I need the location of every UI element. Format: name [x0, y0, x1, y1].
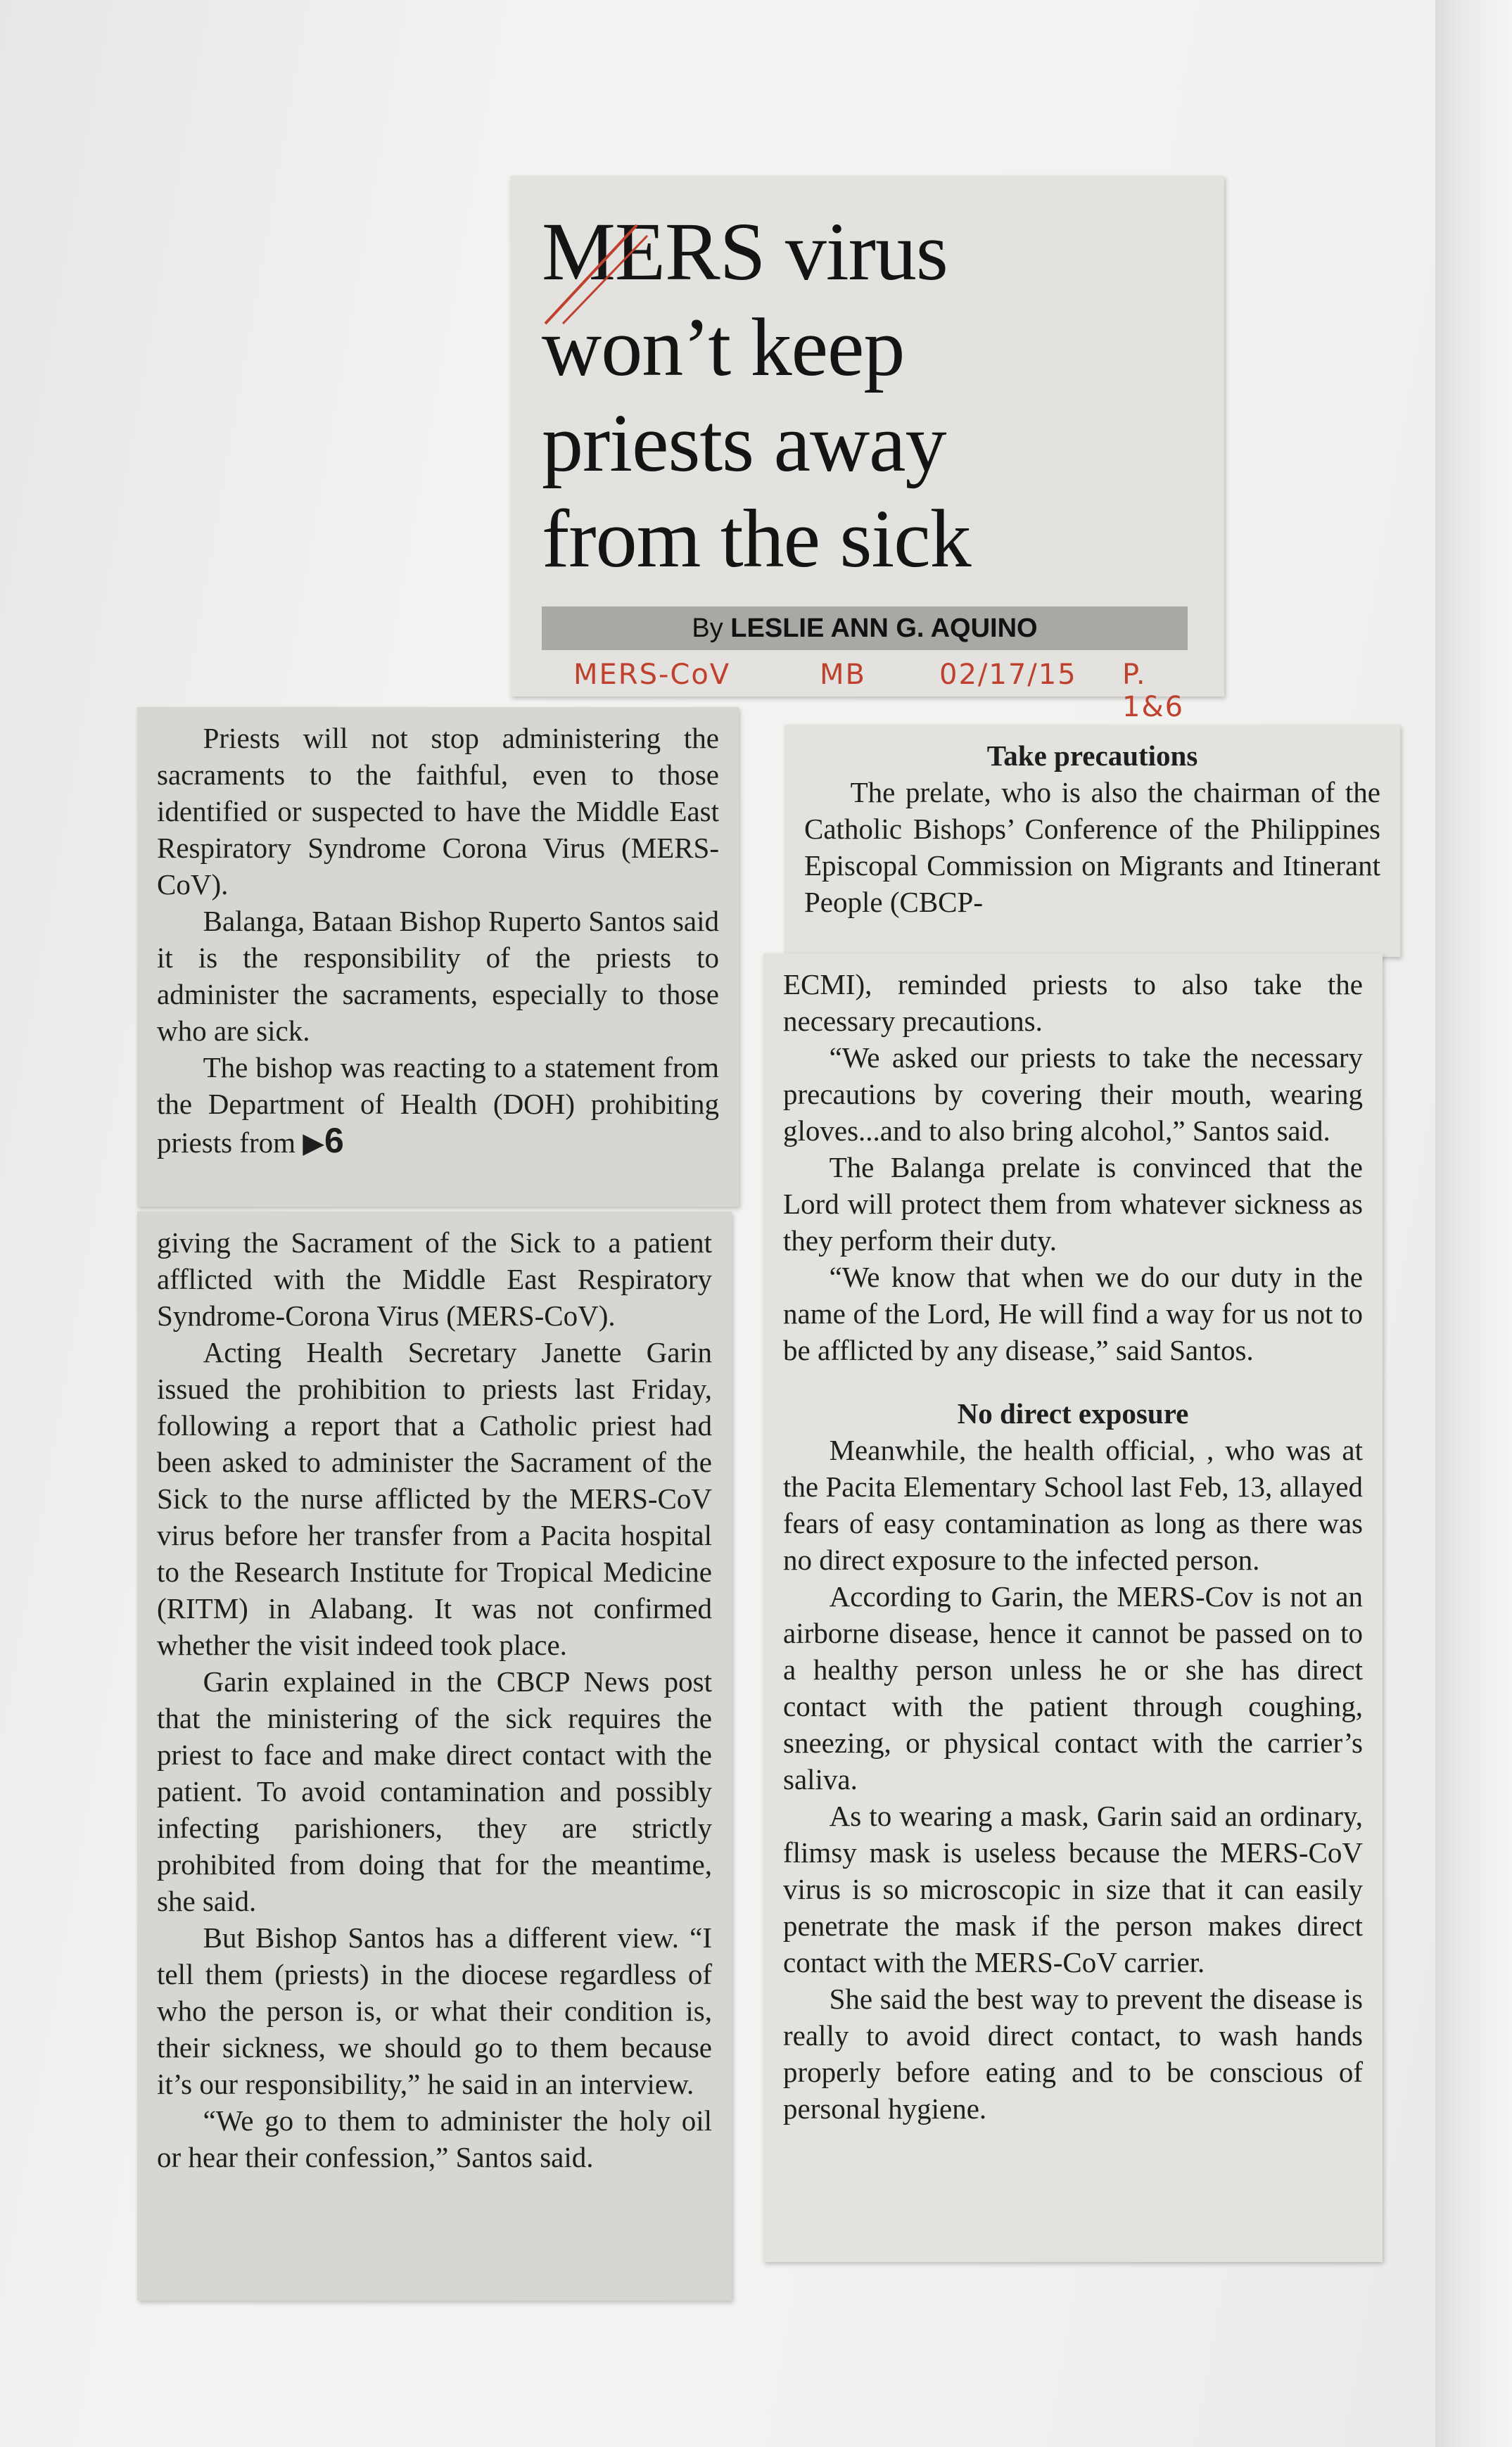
headline	[542, 204, 1196, 587]
paragraph: giving the Sacrament of the Sick to a patient afflicted with the Middle East Respiratory Syndrome-Corona Virus (MERS-CoV).	[157, 1226, 712, 1332]
paragraph: As to wearing a mask, Garin said an ordinary, flimsy mask is useless because the MERS-CoV virus is so microscopic in size that it can easily penetrate the mask if the person makes direct contact with the MERS-CoV carrier.	[783, 1800, 1363, 1978]
section-spacer	[783, 1368, 1363, 1395]
headline-line-1: MERS virus	[542, 205, 948, 298]
article-column-3	[784, 725, 1400, 957]
jump-page-number: 6	[324, 1121, 344, 1160]
paragraph: Balanga, Bataan Bishop Ruperto Santos said it is the responsibility of the priests to administer the sacraments, especially to those who are sick.	[157, 905, 719, 1047]
article-column-2	[137, 1212, 732, 2301]
clipping-precautions-column	[784, 725, 1400, 957]
jump-arrow-icon: ▶	[303, 1128, 325, 1159]
paragraph: Priests will not stop administering the sacraments to the faithful, even to those identified or suspected to have the Middle East Respiratory Syndrome Corona Virus (MERS-CoV).	[157, 722, 719, 901]
clipping-continuation-column	[137, 1212, 732, 2301]
byline-author: LESLIE ANN G. AQUINO	[730, 614, 1038, 643]
handwritten-annotation	[573, 653, 1207, 723]
handwritten-topic: MERS-CoV	[573, 659, 731, 691]
section-heading: Take precautions	[986, 739, 1198, 772]
paragraph: Garin explained in the CBCP News post that the ministering of the sick requires the priest to face and make direct contact with the patient. To avoid contamination and possibly infecting parishioners, they are strictly prohibited from doing that for the meantime, she said.	[157, 1665, 712, 1917]
clipping-front-page-column	[137, 707, 739, 1207]
byline	[542, 606, 1188, 650]
paragraph: “We know that when we do our duty in the name of the Lord, He will find a way for us not to be afflicted by any disease,” said Santos.	[783, 1261, 1363, 1366]
jump-to-page-indicator	[303, 1121, 344, 1160]
paragraph: Acting Health Secretary Janette Garin issued the prohibition to priests last Friday, following a report that a Catholic priest had been asked to administer the Sacrament of the Sick to the nurse afflicted by the MERS-CoV virus before her transfer from a Pacita hospital to the Research Institute for Tropical Medicine (RITM) in Alabang. It was not confirmed whether the visit indeed took place.	[157, 1336, 712, 1661]
paragraph: The Balanga prelate is convinced that the Lord will protect them from whatever sickness as they perform their duty.	[783, 1151, 1363, 1257]
paragraph-text: The bishop was reacting to a statement from the Department of Health (DOH) prohibiting priests from	[157, 1051, 719, 1159]
headline-line-4: from the sick	[542, 492, 971, 585]
paragraph: According to Garin, the MERS-Cov is not an airborne disease, hence it cannot be passed on to a healthy person unless he or she has direct contact with the patient through coughing, sneezing, or physical contact with the carrier’s saliva.	[783, 1580, 1363, 1795]
handwritten-page: P. 1&6	[1122, 659, 1185, 723]
paragraph: “We go to them to administer the holy oil or hear their confession,” Santos said.	[157, 2104, 712, 2173]
headline-line-3: priests away	[542, 397, 946, 489]
page-edge	[1435, 0, 1512, 2447]
paragraph: Meanwhile, the health official, , who was at the Pacita Elementary School last Feb, 13, allayed fears of easy contamination as long as there was no direct exposure to the infected person.	[783, 1434, 1363, 1576]
paragraph: But Bishop Santos has a different view. “I tell them (priests) in the diocese regardless of who the person is, or what their condition is, their sickness, we should go to them because it’s our responsibility,” he said in an interview.	[157, 1921, 712, 2100]
article-column-4	[763, 953, 1383, 2262]
paragraph: The prelate, who is also the chairman of the Catholic Bishops’ Conference of the Philippines Episcopal Commission on Migrants and Itinerant People (CBCP-	[804, 776, 1380, 918]
article-column-1	[137, 707, 739, 1207]
handwritten-date: 02/17/15	[939, 659, 1077, 691]
paragraph	[157, 1049, 719, 1162]
headline-clipping	[510, 176, 1224, 723]
byline-prefix: By	[692, 614, 723, 643]
section-heading: No direct exposure	[957, 1397, 1189, 1430]
headline-line-2: won’t keep	[542, 301, 905, 393]
paragraph: “We asked our priests to take the necessary precautions by covering their mouth, wearing gloves...and to also bring alcohol,” Santos said.	[783, 1041, 1363, 1147]
paragraph: She said the best way to prevent the disease is really to avoid direct contact, to wash hands properly before eating and to be conscious of personal hygiene.	[783, 1983, 1363, 2125]
handwritten-paper: MB	[820, 659, 866, 691]
paragraph: ECMI), reminded priests to also take the necessary precautions.	[783, 968, 1363, 1037]
clipping-right-column	[763, 953, 1383, 2262]
